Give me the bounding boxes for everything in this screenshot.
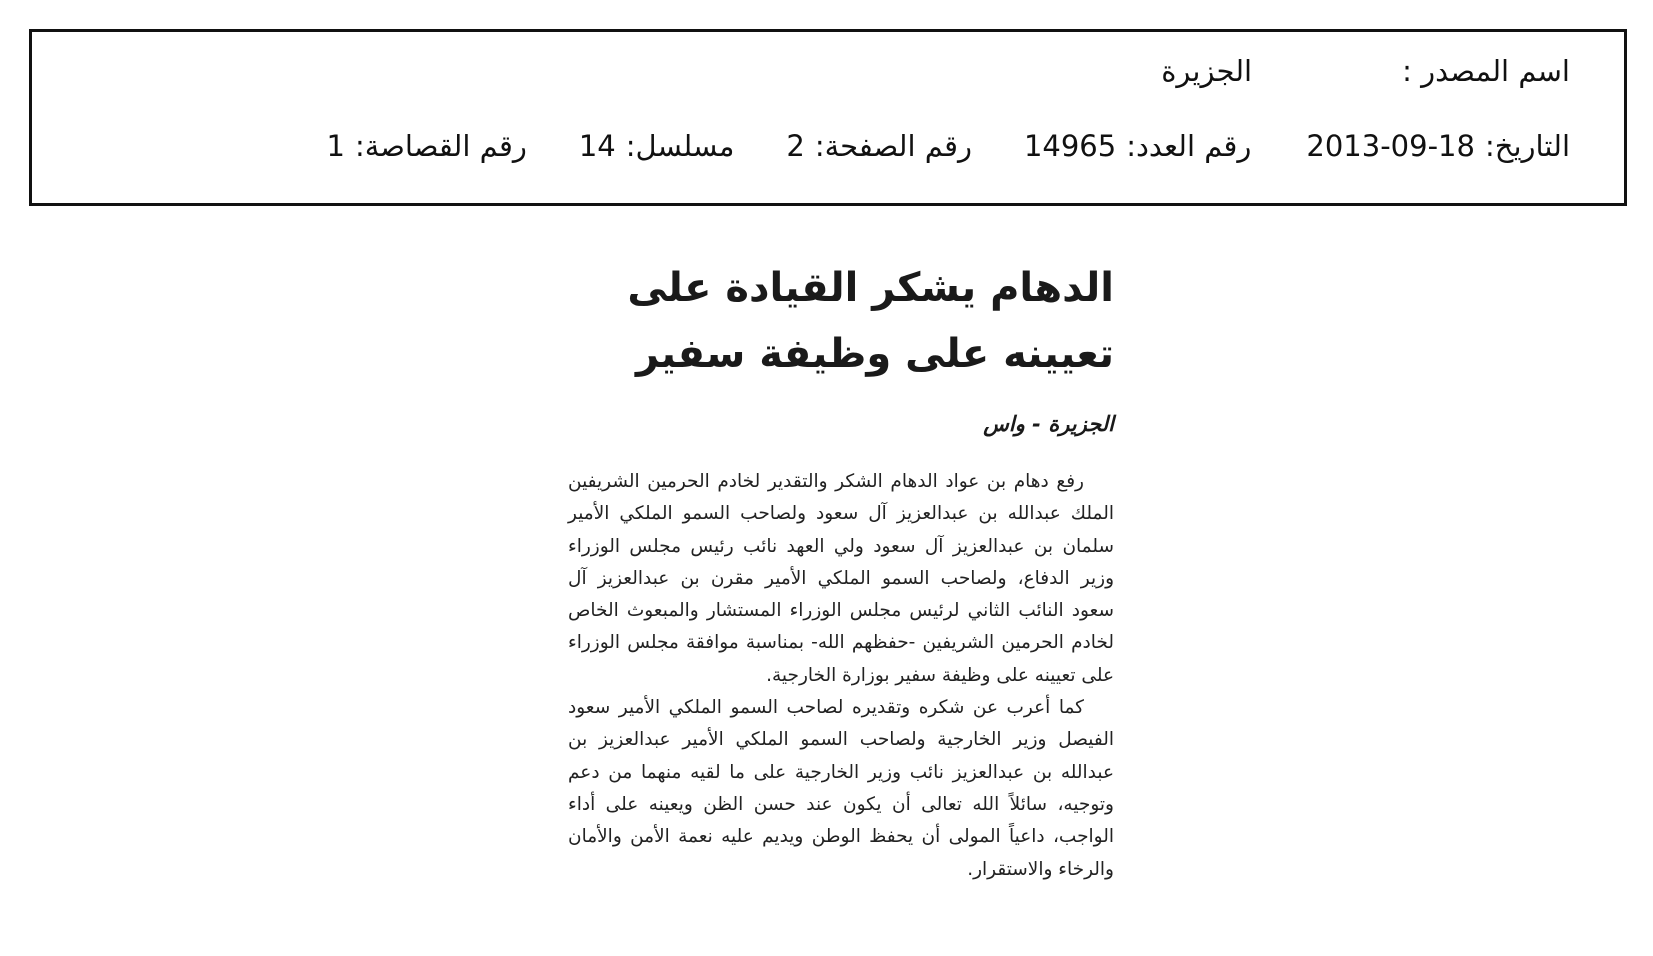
issue-label: رقم العدد: [1126, 129, 1252, 163]
source-label: اسم المصدر : [1402, 54, 1570, 88]
date-field [1306, 129, 1570, 163]
article-body [568, 466, 1114, 886]
issue-field [1024, 129, 1251, 163]
clip-value: 1 [326, 129, 345, 163]
issue-value: 14965 [1023, 129, 1117, 163]
clip-label: رقم القصاصة: [354, 129, 527, 163]
serial-label: مسلسل: [625, 129, 735, 163]
source-value: الجزيرة [1161, 54, 1253, 88]
page-value: 2 [786, 129, 805, 163]
page-field [786, 129, 972, 163]
article-paragraph: كما أعرب عن شكره وتقديره لصاحب السمو الملكي الأمير سعود الفيصل وزير الخارجية ولصاحب السمو الملكي الأمير عبدالعزيز بن عبدالله بن عبدالعزيز نائب وزير الخارجية على ما لقيه منهما من دعم وتوجيه، سائلاً الله تعالى أن يكون عند حسن الظن ويعينه على أداء الواجب، داعياً المولى أن يحفظ الوطن ويديم عليه نعمة الأمن والأمان والرخاء والاستقرار. [568, 697, 1114, 880]
serial-value: 14 [578, 129, 616, 163]
clipping-metadata-box [29, 29, 1627, 206]
source-row [1161, 54, 1570, 88]
page-label: رقم الصفحة: [814, 129, 972, 163]
byline-agency: - واس [983, 412, 1049, 436]
article-headline: الدهام يشكر القيادة على تعيينه على وظيفة سفير [627, 265, 1114, 377]
date-label: التاريخ: [1484, 129, 1570, 163]
clip-field [327, 129, 527, 163]
newspaper-logo: الجزيرة [1048, 411, 1114, 436]
date-value: 2013-09-18 [1306, 129, 1475, 163]
article-paragraph: رفع دهام بن عواد الدهام الشكر والتقدير لخادم الحرمين الشريفين الملك عبدالله بن عبدالعزيز آل سعود ولصاحب السمو الملكي الأمير سلمان بن عبدالعزيز آل سعود ولي العهد نائب رئيس مجلس الوزراء وزير الدفاع، ولصاحب السمو الملكي الأمير مقرن بن عبدالعزيز آل سعود النائب الثاني لرئيس مجلس الوزراء المستشار والمبعوث الخاص لخادم الحرمين الشريفين -حفظهم الله- بمناسبة موافقة مجلس الوزراء على تعيينه على وظيفة سفير بوزارة الخارجية. [568, 471, 1114, 686]
serial-field [579, 129, 735, 163]
details-row [327, 129, 1571, 163]
source-field [1402, 54, 1570, 88]
article-byline [568, 411, 1114, 436]
article [568, 255, 1114, 886]
